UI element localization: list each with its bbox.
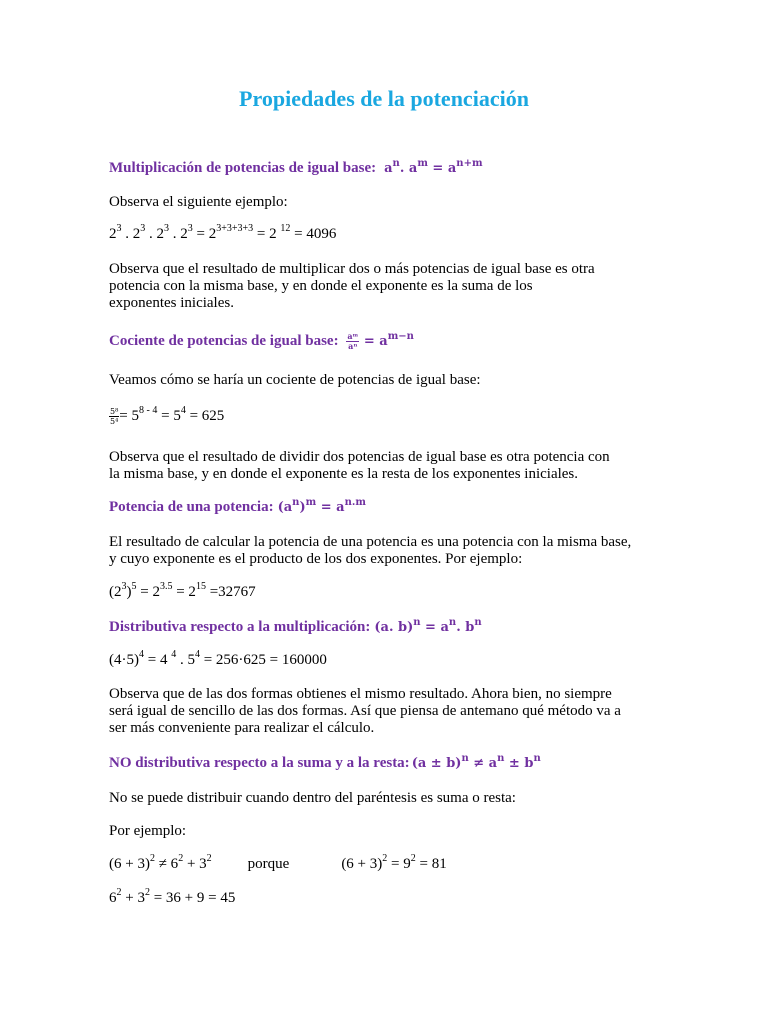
para-line: ser más conveniente para realizar el cálculo. (109, 720, 375, 736)
frac-den: aⁿ (348, 341, 358, 351)
ex-base: 2 (156, 226, 164, 242)
ex-exp-4: 15 (195, 581, 206, 592)
f-exp: n (413, 616, 421, 628)
ex-exp: 3 (121, 581, 127, 592)
f-dot: . b (456, 620, 475, 635)
ex-eq: = 5 (119, 407, 140, 424)
ex-result: = 4096 (290, 226, 337, 242)
ex-exp-12: 12 (280, 223, 291, 234)
ex-sep: . (169, 226, 181, 242)
f-open: (a (277, 500, 293, 515)
text-porque: porque (247, 856, 290, 872)
example-no-distributiva-1 (109, 853, 669, 873)
formula-fraction (346, 332, 359, 351)
f-exp-3: n (474, 616, 482, 628)
para-line: será igual de sencillo de las dos formas. Así que piensa de antemano qué método va a (109, 703, 621, 719)
paragraph-cociente (109, 449, 669, 483)
text-no-distribuir: No se puede distribuir cuando dentro del paréntesis es suma o resta: (109, 790, 516, 806)
ex-open: (2 (109, 584, 122, 600)
frac-num: aᵐ (347, 331, 359, 341)
ex-result: = 36 + 9 = 45 (149, 890, 236, 906)
ex-exp-3: 4 (194, 649, 200, 660)
section-heading-no-distributiva (109, 752, 669, 772)
ex-left: 6 (109, 890, 117, 906)
ex-exp: 3 (140, 223, 146, 234)
f-eq: = a (316, 500, 345, 515)
heading-text: Distributiva respecto a la multiplicación: (109, 619, 371, 635)
ex-exp-3: 3.5 (159, 581, 173, 592)
example-potencia (109, 581, 669, 601)
ex-base: 2 (180, 226, 188, 242)
ex-exp: 2 (116, 887, 122, 898)
ex-exp-2: 5 (131, 581, 137, 592)
paragraph-distributiva (109, 686, 669, 737)
ex-neq: ≠ 6 (154, 856, 179, 872)
ex-exp-sum: 3+3+3+3 (216, 223, 254, 234)
formula-potencia (277, 496, 366, 515)
f-open: (a ± b) (411, 756, 462, 771)
ex-sep: . (145, 226, 157, 242)
f-exp-n: n (392, 157, 400, 169)
ex-eq2: = 5 (157, 407, 181, 424)
ex-plus: + 3 (183, 856, 207, 872)
section-heading-potencia (109, 496, 669, 516)
paragraph-multiplicacion (109, 261, 669, 312)
ex-exp-4: 2 (382, 853, 388, 864)
paragraph-potencia (109, 534, 669, 568)
ex-eq: = 2 (136, 584, 160, 600)
f-eq: = a (359, 334, 388, 349)
para-line: Observa que de las dos formas obtienes el mismo resultado. Ahora bien, no siempre (109, 686, 612, 702)
ex-result: = 256·625 = 160000 (199, 652, 327, 668)
f-dot: . (399, 161, 409, 176)
example-cociente (109, 404, 669, 426)
ex-result: = 625 (185, 407, 225, 424)
f-exp: m−n (387, 330, 414, 342)
formula-no-distributiva (411, 752, 541, 771)
f-base-2: a (408, 161, 418, 176)
formula-cociente (346, 330, 414, 351)
ex-exp-2: 4 (180, 404, 186, 416)
para-line: la misma base, y en donde el exponente es la resta de los exponentes iniciales. (109, 466, 579, 482)
ex-eq2: = 2 (172, 584, 196, 600)
para-line: potencia con la misma base, y en donde el exponente es la suma de los (109, 278, 533, 294)
f-exp-3: n (533, 752, 541, 764)
f-eq: = a (420, 620, 449, 635)
formula-multiplicacion (384, 157, 483, 176)
ex-base: 2 (109, 226, 117, 242)
f-exp-n: n (292, 496, 300, 508)
f-exp-m: m (417, 157, 428, 169)
ex-base: 2 (208, 226, 217, 242)
heading-text: NO distributiva respecto a la suma y a la resta: (109, 755, 410, 771)
f-base: a (384, 161, 393, 176)
example-multiplicacion (109, 223, 669, 243)
para-line: Observa que el resultado de dividir dos potencias de igual base es otra potencia con (109, 449, 610, 465)
para-line: exponentes iniciales. (109, 295, 234, 311)
heading-text: Cociente de potencias de igual base: (109, 333, 339, 349)
formula-distributiva (374, 616, 482, 635)
ex-exp-5: 2 (410, 853, 416, 864)
para-line: El resultado de calcular la potencia de una potencia es una potencia con la misma base, (109, 534, 632, 550)
f-base-3: a (447, 161, 457, 176)
heading-text: Potencia de una potencia: (109, 499, 274, 515)
f-exp-2: n (448, 616, 457, 628)
ex-close: ) (126, 584, 132, 600)
section-heading-multiplicacion (109, 157, 669, 177)
ex-dot: . 5 (176, 652, 195, 668)
ex-eq: = 9 (387, 856, 411, 872)
example-distributiva (109, 649, 669, 669)
ex-exp-3: 2 (206, 853, 212, 864)
ex-result: =32767 (205, 584, 256, 600)
ex-right: (6 + 3) (341, 856, 383, 872)
f-eq: = (427, 161, 448, 176)
f-open: (a. b) (374, 620, 414, 635)
ex-open: (4·5) (109, 652, 139, 668)
f-exp-sum: n+m (456, 157, 483, 169)
ex-base: 2 (132, 226, 141, 242)
ex-left: (6 + 3) (109, 856, 150, 872)
ex-eq: = 4 (144, 652, 172, 668)
ex-eq: = (192, 226, 209, 242)
ex-exp: 3 (164, 223, 169, 234)
text-intro-cociente: Veamos cómo se haría un cociente de potencias de igual base: (109, 372, 481, 388)
f-exp-m: m (305, 496, 317, 508)
f-exp: n.m (344, 496, 366, 508)
section-heading-cociente (109, 332, 669, 351)
heading-text: Multiplicación de potencias de igual base: (109, 160, 377, 176)
example-fraction (109, 407, 119, 426)
frac-den: 5⁴ (110, 417, 119, 426)
ex-eq2: = 2 (253, 226, 281, 242)
f-exp-2: n (497, 752, 505, 764)
text-observa-ejemplo: Observa el siguiente ejemplo: (109, 194, 288, 210)
ex-plus: + 3 (121, 890, 145, 906)
ex-exp: 8 - 4 (139, 404, 158, 416)
ex-exp-2: 4 (171, 649, 177, 660)
page-title: Propiedades de la potenciación (239, 86, 529, 111)
para-line: Observa que el resultado de multiplicar dos o más potencias de igual base es otra (109, 261, 595, 277)
ex-exp: 2 (149, 853, 155, 864)
frac-num: 5⁸ (110, 407, 119, 416)
ex-exp-2: 2 (144, 887, 150, 898)
ex-sep: . (121, 226, 133, 242)
ex-exp: 3 (187, 223, 193, 234)
text-por-ejemplo: Por ejemplo: (109, 823, 187, 839)
example-no-distributiva-2 (109, 887, 669, 907)
f-pm: ± b (504, 756, 534, 771)
para-line: y cuyo exponente es el producto de los dos exponentes. Por ejemplo: (109, 551, 523, 567)
ex-exp: 4 (139, 649, 144, 660)
ex-result: = 81 (415, 856, 447, 872)
f-neq: ≠ a (468, 756, 498, 771)
ex-exp-2: 2 (178, 853, 184, 864)
ex-exp: 3 (116, 223, 122, 234)
f-exp: n (461, 752, 469, 764)
f-close: ) (299, 500, 306, 515)
section-heading-distributiva (109, 616, 669, 636)
